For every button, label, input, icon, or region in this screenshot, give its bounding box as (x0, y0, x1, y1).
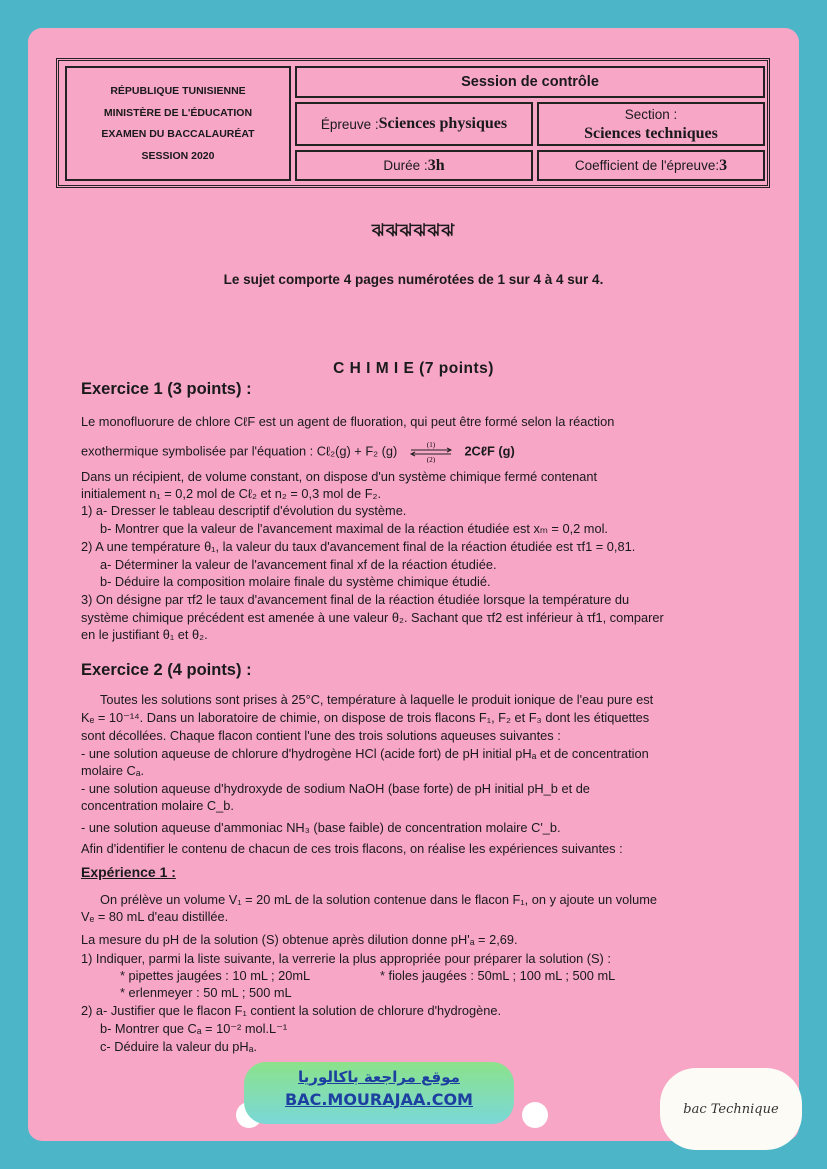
bac-technique-badge: bac Technique (660, 1068, 802, 1150)
epreuve-label: Épreuve : (320, 116, 379, 132)
coef-value: 3 (719, 156, 728, 174)
arrow-bottom-label: (2) (426, 456, 435, 463)
glassware-fioles: * fioles jaugées : 50mL ; 100 mL ; 500 mL (380, 968, 616, 983)
sujet-note: Le sujet comporte 4 pages numérotées de 1 sur 4 à 4 sur 4. (223, 272, 604, 287)
ex2-text-line: Toutes les solutions sont prises à 25°C, température à laquelle le produit ionique de l'eau pure est (100, 692, 654, 707)
header-line: MINISTÈRE DE L'ÉDUCATION (103, 106, 253, 119)
exercise-2-title: Exercice 2 (4 points) : (81, 661, 252, 679)
site-logo-icon (522, 1102, 548, 1128)
ex1-question-3: système chimique précédent est amenée à une valeur θ₂. Sachant que τf2 est inférieur à τf1, comparer (81, 610, 664, 625)
duree-value: 3h (427, 156, 445, 174)
ex2-experience-line: La mesure du pH de la solution (S) obtenue après dilution donne pH'ₐ = 2,69. (81, 932, 518, 947)
section-label: Section : (624, 107, 678, 122)
header-institution (65, 66, 291, 181)
experience-1-title: Expérience 1 : (81, 864, 176, 880)
ex1-text-line: Dans un récipient, de volume constant, on dispose d'un système chimique fermé contenant (81, 469, 598, 484)
equilibrium-arrows-icon (409, 441, 453, 463)
equation-product: 2CℓF (g) (464, 443, 515, 459)
ex1-question-2a: a- Déterminer la valeur de l'avancement final xf de la réaction étudiée. (100, 557, 497, 572)
ex2-text-line: - une solution aqueuse de chlorure d'hydrogène HCl (acide fort) de pH initial pHₐ et de concentration (81, 746, 649, 761)
duree-cell (295, 150, 533, 181)
ex2-text-line: - une solution aqueuse d'hydroxyde de sodium NaOH (base forte) de pH initial pH_b et de (81, 781, 590, 796)
ex2-question-2a: 2) a- Justifier que le flacon F₁ contient la solution de chlorure d'hydrogène. (81, 1003, 502, 1018)
watermark-banner[interactable] (244, 1062, 514, 1124)
ex1-question-2: 2) A une température θ₁, la valeur du taux d'avancement final de la réaction étudiée est τf1 = 0,81. (81, 539, 636, 554)
glassware-pipettes: * pipettes jaugées : 10 mL ; 20mL (120, 968, 311, 983)
ex2-question-2c: c- Déduire la valeur du pHₐ. (100, 1039, 257, 1054)
header-line: SESSION 2020 (141, 149, 215, 162)
coef-cell (537, 150, 765, 181)
exercise-1-title: Exercice 1 (3 points) : (81, 380, 252, 398)
watermark-arabic: موقع مراجعة باكالوريا (298, 1068, 460, 1086)
ex1-question-3: 3) On désigne par τf2 le taux d'avancement final de la réaction étudiée lorsque la température du (81, 592, 630, 607)
ex1-text-line: initialement n₁ = 0,2 mol de Cℓ₂ et n₂ = 0,3 mol de F₂. (81, 486, 382, 501)
ex2-text-line: Afin d'identifier le contenu de chacun de ces trois flacons, on réalise les expériences suivantes : (81, 841, 623, 856)
coef-label: Coefficient de l'épreuve: (574, 158, 720, 173)
ex1-question-3: en le justifiant θ₁ et θ₂. (81, 627, 208, 642)
arrow-top-label: (1) (426, 441, 435, 449)
section-cell (537, 102, 765, 146)
ex1-equation (81, 441, 515, 463)
duree-label: Durée : (383, 158, 428, 173)
header-line: EXAMEN DU BACCALAURÉAT (101, 128, 255, 140)
ex2-text-line: - une solution aqueuse d'ammoniac NH₃ (base faible) de concentration molaire C'_b. (81, 820, 561, 835)
watermark-url[interactable]: BAC.MOURAJAA.COM (285, 1090, 473, 1109)
epreuve-value: Sciences physiques (378, 115, 508, 132)
ex1-question-2b: b- Déduire la composition molaire finale du système chimique étudié. (100, 574, 491, 589)
ex2-experience-line: Vₑ = 80 mL d'eau distillée. (81, 909, 229, 924)
section-value: Sciences techniques (584, 125, 718, 142)
ex2-question-2b: b- Montrer que Cₐ = 10⁻² mol.L⁻¹ (100, 1021, 288, 1036)
glassware-erlenmeyer: * erlenmeyer : 50 mL ; 500 mL (120, 985, 292, 1000)
chimie-title: C H I M I E (7 points) (333, 360, 494, 377)
ex2-text-line: concentration molaire C_b. (81, 798, 234, 813)
ex2-text-line: molaire Cₐ. (81, 763, 145, 778)
ex2-text-line: sont décollées. Chaque flacon contient l'une des trois solutions aqueuses suivantes : (81, 728, 561, 743)
header-line: RÉPUBLIQUE TUNISIENNE (110, 85, 246, 97)
ex1-question-1a: 1) a- Dresser le tableau descriptif d'évolution du système. (81, 503, 407, 518)
ex2-question-1: 1) Indiquer, parmi la liste suivante, la verrerie la plus appropriée pour préparer la solution (S) : (81, 951, 611, 966)
equation-reactants: exothermique symbolisée par l'équation : Cℓ₂(g) + F₂ (g) (81, 443, 398, 459)
header-box (56, 58, 770, 188)
epreuve-cell (295, 102, 533, 146)
exam-page (28, 28, 799, 1141)
decoration-symbols: ঝঝঝঝঝঝ (371, 221, 456, 240)
ex1-question-1b: b- Montrer que la valeur de l'avancement maximal de la réaction étudiée est xₘ = 0,2 mol. (100, 521, 608, 536)
ex2-text-line: Kₑ = 10⁻¹⁴. Dans un laboratoire de chimie, on dispose de trois flacons F₁, F₂ et F₃ dont les étiquettes (81, 710, 650, 725)
ex2-experience-line: On prélève un volume V₁ = 20 mL de la solution contenue dans le flacon F₁, on y ajoute un volume (100, 892, 657, 907)
ex1-intro-line: Le monofluorure de chlore CℓF est un agent de fluoration, qui peut être formé selon la réaction (81, 414, 615, 429)
session-cell: Session de contrôle (295, 66, 765, 98)
